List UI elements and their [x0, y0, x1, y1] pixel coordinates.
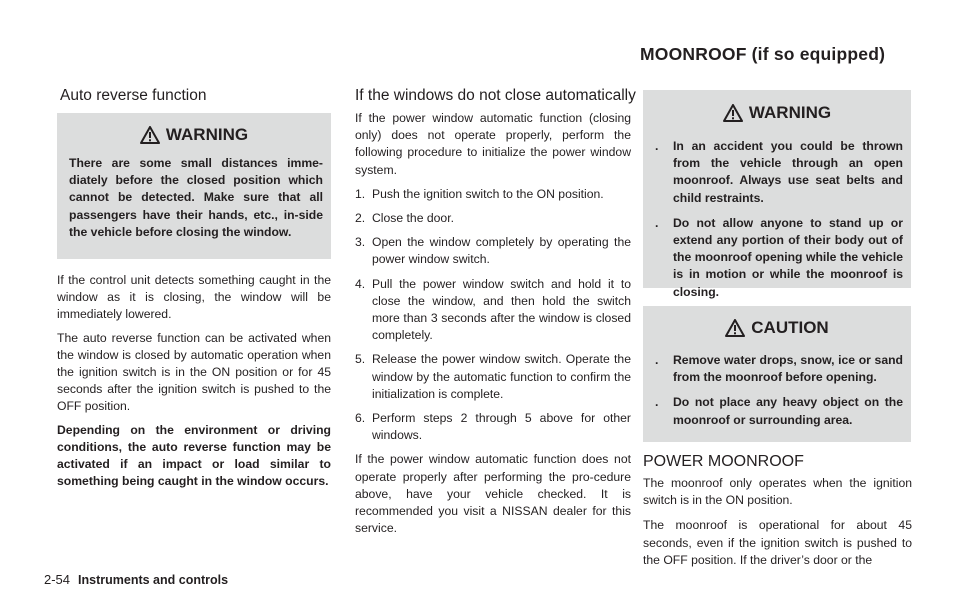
- caution-box-moonroof: [643, 306, 911, 442]
- caution-item-text: Do not place any heavy object on the moonroof or surrounding area.: [673, 395, 903, 427]
- page-number: 2-54: [44, 572, 71, 587]
- step-item: [355, 276, 631, 345]
- step-item: [355, 210, 631, 227]
- warning-text: There are some small distances imme-diately before the closed position which cannot be detected. Make sure that all passengers have their hands, etc., in-side the vehicle before closing the window.: [69, 156, 323, 239]
- caution-item-text: Remove water drops, snow, ice or sand from the moonroof before opening.: [673, 353, 903, 385]
- paragraph-detect: If the control unit detects something caught in the window as it is closing, the window will be immediately lowered.: [57, 273, 331, 322]
- warning-triangle-icon: [725, 319, 745, 337]
- step-text: Push the ignition switch to the ON position.: [372, 186, 604, 201]
- step-item: [355, 351, 631, 403]
- step-number: 3.: [355, 235, 366, 250]
- auto-reverse-heading: Auto reverse function: [60, 87, 207, 104]
- step-number: 1.: [355, 186, 366, 201]
- warning-box-auto-reverse: [57, 113, 331, 259]
- step-item: [355, 186, 631, 203]
- step-text: Perform steps 2 through 5 above for other windows.: [372, 411, 631, 443]
- paragraph-activation: The auto reverse function can be activated when the window is closed by automatic operation when the ignition switch is in the ON position or for 45 seconds after the ignition switch is pushed to the OFF position.: [57, 330, 331, 414]
- windows-not-close-heading: If the windows do not close automatically: [355, 87, 636, 104]
- paragraph-conditions: Depending on the environment or driving conditions, the auto reverse function may be activated if an impact or load similar to something being caught in the window occurs.: [57, 422, 331, 489]
- page-footer: [44, 572, 228, 587]
- warning-title: WARNING: [165, 125, 249, 144]
- caution-title: CAUTION: [751, 318, 829, 337]
- bullet: .: [655, 139, 659, 153]
- bullet: .: [655, 353, 659, 367]
- warning-item: [649, 215, 903, 301]
- warning-title-row: [643, 92, 911, 134]
- step-number: 4.: [355, 276, 366, 291]
- step-text: Pull the power window switch and hold it to close the window, and then hold the switch more than 3 seconds after the window is closed completely.: [372, 276, 631, 343]
- step-item: [355, 234, 631, 268]
- step-number: 6.: [355, 411, 366, 426]
- moonroof-para-2: The moonroof is operational for about 45 seconds, even if the ignition switch is pushed to the OFF position. If the driver’s door or the: [643, 518, 912, 567]
- caution-item: [649, 352, 903, 386]
- warning-title: WARNING: [748, 103, 832, 122]
- step-item: [355, 410, 631, 444]
- warning-triangle-icon: [140, 126, 160, 144]
- warning-item: [649, 138, 903, 207]
- warning-item-text: In an accident you could be thrown from the vehicle through an open moonroof. Always use seat belts and child restraints.: [673, 139, 903, 205]
- warning-list: [643, 134, 911, 301]
- warning-item-text: Do not allow anyone to stand up or extend any portion of their body out of the moonroof opening while the vehicle is in motion or while the moonroof is closing.: [673, 215, 903, 299]
- intro-paragraph: If the power window automatic function (closing only) does not operate properly, perform the following procedure to initialize the power window system.: [355, 111, 631, 177]
- bullet: .: [655, 215, 659, 230]
- caution-title-row: [643, 308, 911, 348]
- step-text: Close the door.: [372, 211, 454, 226]
- outro-paragraph: If the power window automatic function does not operate properly after performing the pro-cedure above, have your vehicle checked. It is recommended you visit a NISSAN dealer for this service.: [355, 452, 631, 536]
- caution-item: [649, 394, 903, 428]
- step-text: Release the power window switch. Operate the window by the automatic function to confirm the initialization is complete.: [372, 352, 631, 401]
- moonroof-para-1: The moonroof only operates when the ignition switch is in the ON position.: [643, 476, 912, 508]
- step-text: Open the window completely by operating the power window switch.: [372, 235, 631, 267]
- section-title: MOONROOF (if so equipped): [640, 44, 886, 64]
- init-steps-list: [355, 186, 631, 445]
- warning-box-moonroof: [643, 90, 911, 299]
- warning-title-row: [57, 115, 331, 155]
- step-number: 5.: [355, 352, 366, 367]
- bullet: .: [655, 395, 659, 410]
- chapter-name: Instruments and controls: [78, 573, 229, 587]
- warning-triangle-icon: [723, 104, 743, 122]
- step-number: 2.: [355, 211, 366, 226]
- caution-list: [643, 348, 911, 429]
- power-moonroof-heading: POWER MOONROOF: [643, 453, 804, 470]
